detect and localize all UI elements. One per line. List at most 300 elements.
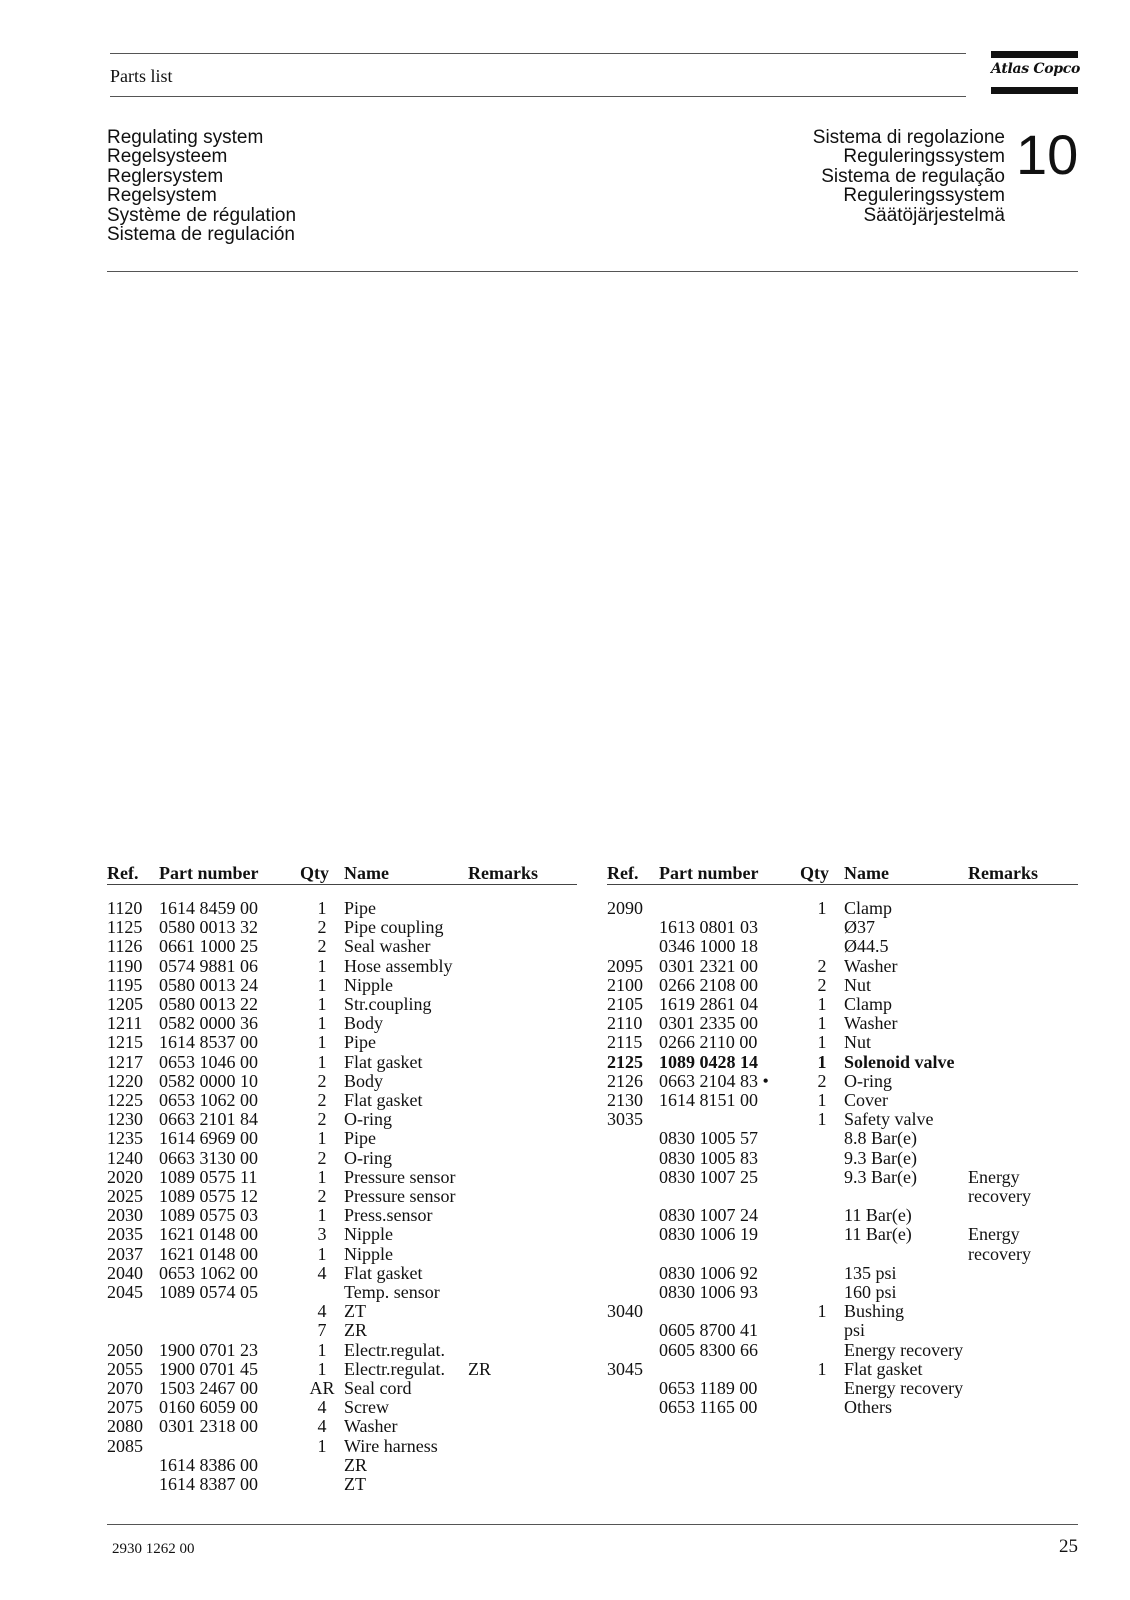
ref-cell — [107, 1475, 159, 1494]
qty-cell: 1 — [817, 1301, 827, 1322]
table-row — [607, 1110, 1078, 1129]
remarks-cell — [968, 1053, 1078, 1072]
ref-cell: 1235 — [107, 1128, 143, 1149]
section-titles-right — [813, 128, 1005, 225]
part-number-cell: 0830 1007 25 — [659, 1166, 758, 1187]
ref-cell — [107, 1302, 159, 1321]
parts-table-right — [607, 860, 1078, 1417]
document-number: 2930 1262 00 — [112, 1541, 195, 1557]
table-row — [107, 1033, 577, 1052]
ref-cell — [607, 1283, 659, 1302]
qty-cell: AR — [309, 1378, 335, 1399]
name-cell: Washer — [844, 1013, 898, 1034]
part-number-cell: 0266 2108 00 — [659, 974, 758, 995]
part-number-cell: 0830 1005 83 — [659, 1147, 758, 1168]
name-cell: Temp. sensor — [344, 1282, 440, 1303]
section-title-line: Reguleringssystem — [843, 185, 1005, 207]
table-row — [107, 1091, 577, 1110]
atlas-copco-logo — [991, 51, 1081, 94]
part-number-cell: 1614 8537 00 — [159, 1032, 258, 1053]
table-row — [107, 1321, 577, 1340]
qty-cell — [300, 1456, 344, 1475]
qty-cell: 1 — [817, 1090, 827, 1111]
remarks-cell — [468, 1321, 577, 1340]
name-cell: Safety valve — [844, 1109, 934, 1130]
remarks-cell — [468, 976, 577, 995]
remarks-cell — [468, 1245, 577, 1264]
name-cell: Press.sensor — [344, 1205, 433, 1226]
remarks-cell — [968, 995, 1078, 1014]
table-row — [607, 1014, 1078, 1033]
qty-cell — [800, 918, 844, 937]
qty-cell: 1 — [317, 1339, 327, 1360]
ref-cell: 2100 — [607, 974, 643, 995]
section-title-line: Regelsysteem — [107, 146, 228, 168]
ref-cell: 2040 — [107, 1262, 143, 1283]
name-cell: Body — [344, 1013, 384, 1034]
remarks-cell — [968, 1129, 1078, 1148]
ref-cell: 1220 — [107, 1070, 143, 1091]
col-remarks-header: Remarks — [968, 860, 1078, 885]
qty-cell — [800, 1398, 844, 1417]
ref-cell — [107, 1321, 159, 1340]
ref-cell: 2070 — [107, 1378, 143, 1399]
name-cell: Screw — [344, 1397, 389, 1418]
ref-cell — [607, 937, 659, 956]
remarks-cell — [468, 918, 577, 937]
section-title-line: Regelsystem — [107, 185, 217, 207]
table-row — [607, 1360, 1078, 1379]
ref-cell: 2045 — [107, 1282, 143, 1303]
part-number-cell: 0574 9881 06 — [159, 955, 258, 976]
name-cell: Nipple — [344, 1243, 393, 1264]
qty-cell — [800, 1283, 844, 1302]
name-cell: Washer — [844, 955, 898, 976]
ref-cell: 1195 — [107, 974, 143, 995]
remarks-cell — [468, 899, 577, 918]
name-cell: Flat gasket — [844, 1358, 923, 1379]
part-number-cell: 0663 3130 00 — [159, 1147, 258, 1168]
name-cell: Str.coupling — [344, 994, 432, 1015]
ref-cell: 2130 — [607, 1090, 643, 1111]
qty-cell: 2 — [817, 974, 827, 995]
part-number-cell: 0605 8700 41 — [659, 1320, 758, 1341]
figure-area — [107, 275, 1078, 850]
table-row — [607, 1206, 1078, 1225]
remarks-cell — [968, 1360, 1078, 1379]
qty-cell: 4 — [317, 1416, 327, 1437]
table-row — [607, 1168, 1078, 1206]
remarks-cell — [468, 995, 577, 1014]
name-cell: 160 psi — [844, 1282, 897, 1303]
table-row — [607, 957, 1078, 976]
table-row — [107, 1456, 577, 1475]
table-row — [107, 1437, 577, 1456]
ref-cell: 2080 — [107, 1416, 143, 1437]
part-number-cell: 0580 0013 32 — [159, 917, 258, 938]
remarks-cell — [468, 1206, 577, 1225]
ref-cell — [607, 1379, 659, 1398]
table-row — [107, 1072, 577, 1091]
table-row — [607, 1053, 1078, 1072]
qty-cell: 1 — [817, 1109, 827, 1130]
qty-cell: 2 — [317, 1186, 327, 1207]
remarks-cell — [468, 1417, 577, 1436]
ref-cell: 2115 — [607, 1032, 643, 1053]
name-cell: O-ring — [344, 1147, 392, 1168]
remarks-cell — [468, 1341, 577, 1360]
remarks-cell — [468, 1283, 577, 1302]
part-number-cell: 0653 1046 00 — [159, 1051, 258, 1072]
table-row — [607, 1398, 1078, 1417]
name-cell: Seal cord — [344, 1378, 412, 1399]
table-row — [107, 1398, 577, 1417]
remarks-cell — [968, 1398, 1078, 1417]
remarks-cell — [968, 899, 1078, 918]
table-row — [607, 1129, 1078, 1148]
qty-cell: 1 — [817, 898, 827, 918]
table-row — [107, 957, 577, 976]
section-number: 10 — [1016, 123, 1079, 186]
part-number-cell: 1621 0148 00 — [159, 1224, 258, 1245]
part-number-cell: 0663 2101 84 — [159, 1109, 258, 1130]
qty-cell — [800, 1206, 844, 1225]
section-title-line: Reglersystem — [107, 165, 224, 187]
part-number-cell — [659, 899, 800, 918]
qty-cell: 2 — [817, 955, 827, 976]
qty-cell — [800, 1225, 844, 1263]
qty-cell: 4 — [317, 1301, 327, 1322]
part-number-cell — [659, 1110, 800, 1129]
section-title-line: Reguleringssystem — [843, 146, 1005, 168]
name-cell: Pressure sensor — [344, 1186, 456, 1207]
ref-cell: 2090 — [607, 898, 643, 918]
qty-cell — [800, 1149, 844, 1168]
qty-cell: 1 — [317, 955, 327, 976]
table-row — [607, 1091, 1078, 1110]
table-row — [107, 1245, 577, 1264]
qty-cell: 1 — [317, 974, 327, 995]
table-header-row — [107, 860, 577, 885]
remarks-cell — [968, 976, 1078, 995]
remarks-cell — [968, 1033, 1078, 1052]
name-cell: Clamp — [844, 994, 892, 1015]
table-row — [607, 1321, 1078, 1340]
qty-cell: 1 — [317, 1013, 327, 1034]
remarks-cell — [968, 918, 1078, 937]
part-number-cell: 0582 0000 36 — [159, 1013, 258, 1034]
name-cell: Pipe — [344, 898, 377, 918]
parts-table-left — [107, 860, 577, 1494]
table-row — [107, 1168, 577, 1187]
ref-cell: 1126 — [107, 936, 143, 957]
part-number-cell — [659, 1360, 800, 1379]
name-cell: Pressure sensor — [344, 1166, 456, 1187]
table-row — [607, 1302, 1078, 1321]
table-row — [607, 976, 1078, 995]
part-number-cell: 1503 2467 00 — [159, 1378, 258, 1399]
name-cell: 9.3 Bar(e) — [844, 1166, 917, 1187]
table-row — [607, 918, 1078, 937]
name-cell: ZT — [344, 1301, 366, 1322]
table-row — [107, 1341, 577, 1360]
remarks-cell — [968, 1302, 1078, 1321]
remarks-cell — [468, 1475, 577, 1494]
qty-cell: 1 — [317, 1032, 327, 1053]
qty-cell — [800, 1341, 844, 1360]
part-number-cell: 1089 0575 03 — [159, 1205, 258, 1226]
name-cell: ZT — [344, 1474, 366, 1495]
ref-cell — [607, 1264, 659, 1283]
remarks-cell — [968, 937, 1078, 956]
part-number-cell: 0582 0000 10 — [159, 1070, 258, 1091]
table-row — [107, 1187, 577, 1206]
qty-cell — [800, 937, 844, 956]
ref-cell: 2025 — [107, 1186, 143, 1207]
ref-cell: 1225 — [107, 1090, 143, 1111]
qty-cell: 1 — [317, 1243, 327, 1264]
remarks-cell — [968, 1341, 1078, 1360]
name-cell: Ø37 — [844, 917, 875, 938]
table-row — [107, 1129, 577, 1148]
name-cell: 135 psi — [844, 1262, 897, 1283]
qty-cell — [300, 1475, 344, 1494]
part-number-cell: 0653 1165 00 — [659, 1397, 758, 1418]
name-cell: psi — [844, 1320, 866, 1341]
qty-cell: 1 — [817, 1051, 827, 1072]
ref-cell: 2110 — [607, 1013, 643, 1034]
part-number-cell: 0830 1005 57 — [659, 1128, 758, 1149]
table-row — [607, 1264, 1078, 1283]
col-part-number-header: Part number — [659, 860, 800, 885]
header-top-rule — [110, 53, 966, 54]
remarks-cell — [468, 1456, 577, 1475]
logo-bottom-bar — [991, 87, 1078, 94]
page-number: 25 — [1059, 1536, 1078, 1557]
name-cell: 11 Bar(e) — [844, 1205, 912, 1226]
remarks-cell — [968, 1149, 1078, 1168]
remarks-cell — [468, 1264, 577, 1283]
section-titles-left — [107, 128, 296, 244]
remarks-cell — [468, 1014, 577, 1033]
qty-cell: 3 — [317, 1224, 327, 1245]
col-name-header: Name — [844, 860, 968, 885]
table-row — [107, 1264, 577, 1283]
qty-cell — [800, 1168, 844, 1206]
name-cell: Nut — [844, 974, 871, 995]
table-row — [107, 1302, 577, 1321]
col-qty-header: Qty — [300, 860, 344, 885]
table-row — [107, 937, 577, 956]
ref-cell: 2020 — [107, 1166, 143, 1187]
ref-cell: 2037 — [107, 1243, 143, 1264]
qty-cell: 1 — [317, 898, 327, 918]
ref-cell: 2030 — [107, 1205, 143, 1226]
remarks-cell — [468, 1225, 577, 1244]
part-number-cell: 0301 2321 00 — [659, 955, 758, 976]
remarks-cell — [468, 1110, 577, 1129]
remarks-cell — [468, 1072, 577, 1091]
part-number-cell: 1900 0701 23 — [159, 1339, 258, 1360]
name-cell: Cover — [844, 1090, 888, 1111]
qty-cell: 2 — [317, 936, 327, 957]
qty-cell: 1 — [317, 1128, 327, 1149]
name-cell: Energy recovery — [844, 1339, 964, 1360]
name-cell: ZR — [344, 1454, 368, 1475]
name-cell: Body — [344, 1070, 384, 1091]
name-cell: Nut — [844, 1032, 871, 1053]
table-row — [107, 1206, 577, 1225]
ref-cell: 2126 — [607, 1070, 643, 1091]
part-number-cell — [159, 1321, 300, 1340]
name-cell: Pipe — [344, 1128, 377, 1149]
table-row — [607, 937, 1078, 956]
ref-cell — [607, 1321, 659, 1340]
table-row — [107, 1110, 577, 1129]
part-number-cell: 0346 1000 18 — [659, 936, 758, 957]
name-cell: Ø44.5 — [844, 936, 889, 957]
table-row — [607, 1149, 1078, 1168]
part-number-cell: 1089 0575 12 — [159, 1186, 258, 1207]
remarks-cell — [468, 1033, 577, 1052]
remarks-cell — [468, 1053, 577, 1072]
ref-cell — [607, 1206, 659, 1225]
ref-cell: 2095 — [607, 955, 643, 976]
ref-cell: 1125 — [107, 917, 143, 938]
qty-cell: 4 — [317, 1262, 327, 1283]
part-number-cell: 0653 1062 00 — [159, 1090, 258, 1111]
part-number-cell: 0830 1007 24 — [659, 1205, 758, 1226]
name-cell: O-ring — [344, 1109, 392, 1130]
remarks-cell — [468, 1437, 577, 1456]
remarks-cell — [968, 1283, 1078, 1302]
ref-cell: 1240 — [107, 1147, 143, 1168]
table-row — [107, 1149, 577, 1168]
ref-cell: 2105 — [607, 994, 643, 1015]
remarks-cell — [468, 1187, 577, 1206]
section-title-line: Sistema di regolazione — [812, 127, 1005, 148]
remarks-cell: ZR — [468, 1358, 492, 1379]
section-title-line: Sistema de regulación — [107, 224, 295, 246]
name-cell: Flat gasket — [344, 1090, 423, 1111]
ref-cell — [607, 1149, 659, 1168]
table-row — [607, 1379, 1078, 1398]
name-cell: Flat gasket — [344, 1262, 423, 1283]
remarks-cell — [968, 1379, 1078, 1398]
part-number-cell: 0580 0013 24 — [159, 974, 258, 995]
table-row — [107, 1053, 577, 1072]
qty-cell: 1 — [817, 1013, 827, 1034]
table-row — [607, 1033, 1078, 1052]
remarks-cell — [968, 1321, 1078, 1340]
part-number-cell: 1900 0701 45 — [159, 1358, 258, 1379]
part-number-cell: 1613 0801 03 — [659, 917, 758, 938]
section-title-line: Regulating system — [107, 127, 264, 148]
qty-cell — [800, 1321, 844, 1340]
qty-cell — [800, 1129, 844, 1148]
name-cell: Washer — [344, 1416, 398, 1437]
name-cell: 8.8 Bar(e) — [844, 1128, 917, 1149]
col-ref-header: Ref. — [607, 860, 659, 885]
remarks-cell — [968, 1072, 1078, 1091]
footer-rule — [107, 1524, 1078, 1525]
remarks-cell — [968, 1091, 1078, 1110]
ref-cell: 1120 — [107, 898, 143, 918]
ref-cell: 2075 — [107, 1397, 143, 1418]
part-number-cell: 1621 0148 00 — [159, 1243, 258, 1264]
ref-cell: 2050 — [107, 1339, 143, 1360]
name-cell: Clamp — [844, 898, 892, 918]
part-number-cell: 1614 8151 00 — [659, 1090, 758, 1111]
remarks-cell — [968, 1264, 1078, 1283]
col-part-number-header: Part number — [159, 860, 300, 885]
table-row — [607, 1225, 1078, 1263]
section-title-line: Système de régulation — [107, 204, 297, 226]
ref-cell: 1217 — [107, 1051, 143, 1072]
name-cell: Electr.regulat. — [344, 1358, 445, 1379]
ref-cell: 2085 — [107, 1435, 143, 1456]
col-qty-header: Qty — [800, 860, 844, 885]
name-cell: 11 Bar(e) — [844, 1224, 912, 1245]
part-number-cell: 0663 2104 83 • — [659, 1070, 769, 1091]
name-cell: O-ring — [844, 1070, 892, 1091]
remarks-cell — [468, 1168, 577, 1187]
ref-cell: 1230 — [107, 1109, 143, 1130]
qty-cell: 4 — [317, 1397, 327, 1418]
part-number-cell: 0605 8300 66 — [659, 1339, 758, 1360]
spacer-row — [607, 885, 1078, 900]
table-row — [107, 918, 577, 937]
remarks-cell — [468, 1398, 577, 1417]
qty-cell: 1 — [317, 1205, 327, 1226]
ref-cell: 3045 — [607, 1358, 643, 1379]
part-number-cell: 0830 1006 93 — [659, 1282, 758, 1303]
remarks-cell — [468, 1149, 577, 1168]
part-number-cell — [659, 1302, 800, 1321]
qty-cell: 2 — [317, 1147, 327, 1168]
table-row — [107, 1283, 577, 1302]
part-number-cell: 0653 1189 00 — [659, 1378, 758, 1399]
remarks-cell — [468, 1129, 577, 1148]
qty-cell — [800, 1264, 844, 1283]
name-cell: Nipple — [344, 1224, 393, 1245]
name-cell: 9.3 Bar(e) — [844, 1147, 917, 1168]
qty-cell: 1 — [817, 1358, 827, 1379]
part-number-cell: 0830 1006 92 — [659, 1262, 758, 1283]
name-cell: Flat gasket — [344, 1051, 423, 1072]
part-number-cell: 1614 6969 00 — [159, 1128, 258, 1149]
part-number-cell: 1614 8386 00 — [159, 1454, 258, 1475]
table-row — [107, 1417, 577, 1436]
qty-cell: 1 — [817, 1032, 827, 1053]
part-number-cell: 1619 2861 04 — [659, 994, 758, 1015]
table-row — [607, 899, 1078, 918]
col-remarks-header: Remarks — [468, 860, 577, 885]
remarks-cell: Energy recovery — [968, 1166, 1031, 1207]
part-number-cell: 1614 8387 00 — [159, 1474, 258, 1495]
remarks-cell — [468, 1379, 577, 1398]
qty-cell: 1 — [317, 1358, 327, 1379]
part-number-cell: 1089 0574 05 — [159, 1282, 258, 1303]
ref-cell: 3040 — [607, 1301, 643, 1322]
table-header-row — [607, 860, 1078, 885]
remarks-cell — [968, 957, 1078, 976]
name-cell: Bushing — [844, 1301, 905, 1322]
table-row — [107, 1475, 577, 1494]
remarks-cell — [468, 937, 577, 956]
remarks-cell — [468, 957, 577, 976]
qty-cell: 1 — [317, 1051, 327, 1072]
